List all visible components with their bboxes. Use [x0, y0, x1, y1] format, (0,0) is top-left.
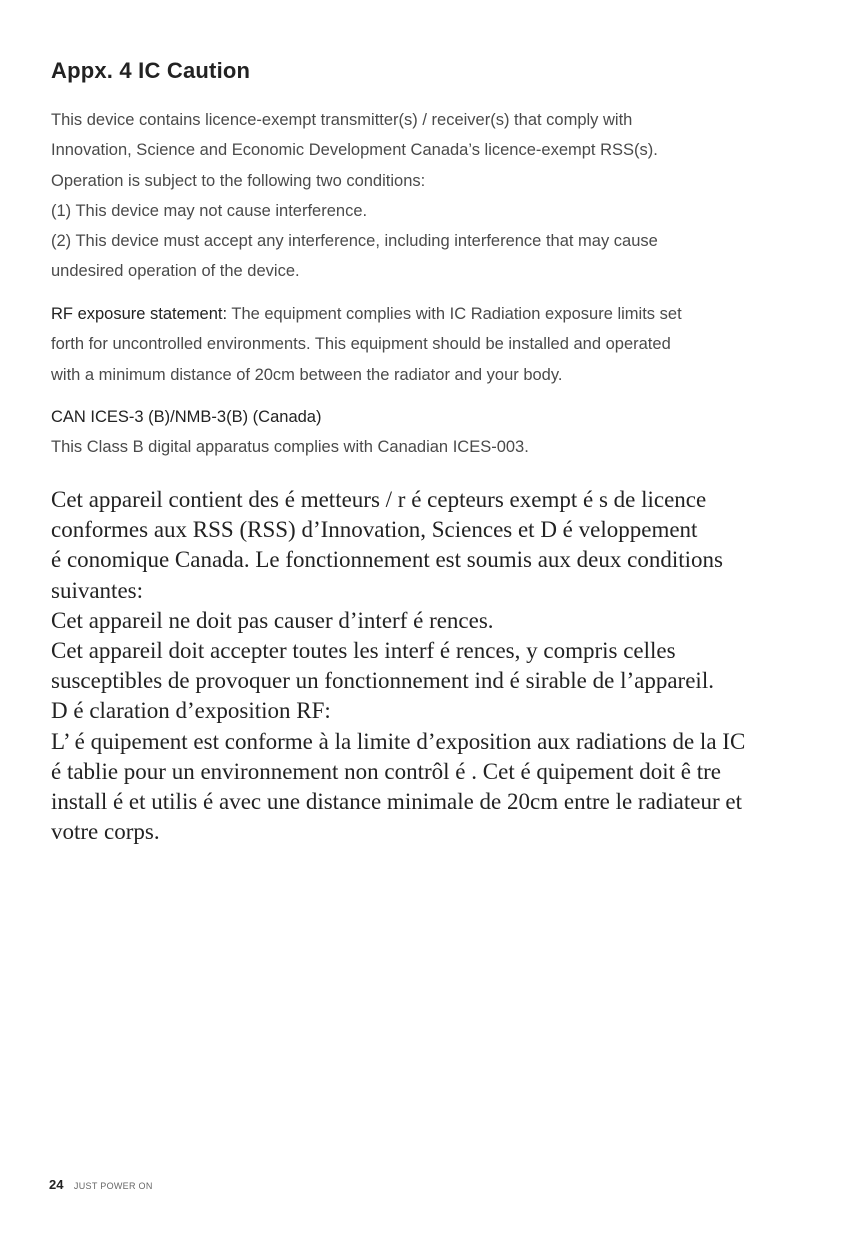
brand-tagline: JUST POWER ON — [73, 1181, 153, 1191]
ices-block — [51, 402, 811, 463]
french-line: suivantes: — [51, 577, 143, 603]
intro-line: Operation is subject to the following two conditions: — [51, 171, 426, 190]
page-number: 24 — [49, 1177, 64, 1192]
french-line: L’ é quipement est conforme à la limite d’exposition aux radiations de la IC — [51, 728, 746, 754]
french-line: D é claration d’exposition RF: — [51, 698, 331, 724]
page-footer — [49, 1176, 153, 1194]
intro-line: Innovation, Science and Economic Development Canada’s licence-exempt RSS(s). — [51, 141, 658, 160]
section-heading: Appx. 4 IC Caution — [51, 58, 251, 83]
french-line: é conomique Canada. Le fonctionnement est soumis aux deux conditions — [51, 547, 723, 573]
rf-exposure-block — [51, 299, 811, 390]
ices-statement: This Class B digital apparatus complies with Canadian ICES-003. — [51, 438, 529, 457]
french-line: votre corps. — [51, 819, 160, 845]
french-line: Cet appareil contient des é metteurs / r é cepteurs exempt é s de licence — [51, 487, 707, 512]
condition-2-line-1: (2) This device must accept any interference, including interference that may cause — [51, 232, 658, 251]
french-line: conformes aux RSS (RSS) d’Innovation, Sciences et D é veloppement — [51, 517, 698, 543]
rf-line: forth for uncontrolled environments. This equipment should be installed and operated — [51, 335, 671, 354]
condition-1: (1) This device may not cause interference. — [51, 201, 368, 220]
french-line: é tablie pour un environnement non contrôl é . Cet é quipement doit ê tre — [51, 758, 721, 784]
rf-line — [51, 299, 811, 329]
french-line: install é et utilis é avec une distance minimale de 20cm entre le radiateur et — [51, 789, 742, 815]
french-translation-block — [51, 485, 811, 847]
condition-2 — [51, 226, 811, 256]
rf-line-1-text: The equipment complies with IC Radiation exposure limits set — [227, 305, 682, 323]
french-line: susceptibles de provoquer un fonctionnement ind é sirable de l’appareil. — [51, 668, 714, 694]
ices-label: CAN ICES-3 (B)/NMB-3(B) (Canada) — [51, 408, 322, 426]
ic-intro-block — [51, 105, 811, 287]
intro-line: This device contains licence-exempt transmitter(s) / receiver(s) that comply with — [51, 111, 633, 129]
condition-2-continued: undesired operation of the device. — [51, 262, 300, 281]
rf-exposure-label: RF exposure statement: — [51, 305, 228, 323]
french-line: Cet appareil doit accepter toutes les interf é rences, y compris celles — [51, 638, 676, 664]
rf-line: with a minimum distance of 20cm between the radiator and your body. — [51, 365, 563, 384]
french-line: Cet appareil ne doit pas causer d’interf é rences. — [51, 607, 494, 633]
